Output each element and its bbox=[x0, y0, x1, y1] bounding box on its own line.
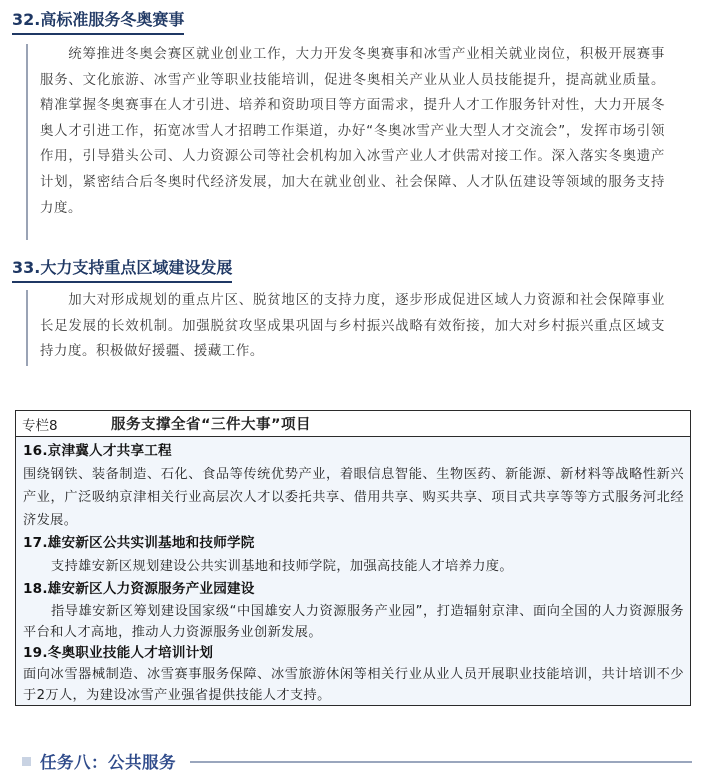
task-heading bbox=[22, 748, 692, 774]
paragraph-rule bbox=[26, 290, 28, 366]
section-33-paragraph bbox=[40, 288, 665, 368]
section-32-heading bbox=[12, 7, 184, 32]
item-text: 支持雄安新区规划建设公共实训基地和技师学院，加强高技能人才培养力度。 bbox=[51, 559, 513, 574]
section-33-heading-text: 33.大力支持重点区域建设发展 bbox=[12, 258, 233, 277]
heading-underline bbox=[12, 33, 184, 35]
heading-underline bbox=[12, 281, 232, 283]
paragraph-rule bbox=[26, 44, 28, 240]
section-33-heading bbox=[12, 255, 232, 280]
panel-tag: 专栏8 bbox=[22, 417, 58, 434]
special-column-panel bbox=[15, 410, 691, 706]
section-32-paragraph bbox=[40, 42, 665, 242]
item-text: 围绕钢铁、装备制造、石化、食品等传统优势产业，着眼信息智能、生物医药、新能源、新材料等战略性新兴产业，广泛吸纳京津相关行业高层次人才以委托共享、借用共享、购买共享、项目式共享等等方式服务河北经济发展。 bbox=[23, 467, 684, 528]
section-32-text: 统筹推进冬奥会赛区就业创业工作，大力开发冬奥赛事和冰雪产业相关就业岗位，积极开展赛事服务、文化旅游、冰雪产业等职业技能培训，促进冬奥相关产业从业人员技能提升，提高就业质量。精准掌握冬奥赛事在人才引进、培养和资助项目等方面需求，提升人才工作服务针对性，大力开展冬奥人才引进工作，拓宽冰雪人才招聘工作渠道，办好“冬奥冰雪产业大型人才交流会”，发挥市场引领作用，引导猎头公司、人力资源公司等社会机构加入冰雪产业人才供需对接工作。深入落实冬奥遗产计划，紧密结合后冬奥时代经济发展，加大在就业创业、社会保障、人才队伍建设等领域的服务支持力度。 bbox=[40, 47, 665, 216]
panel-header bbox=[16, 411, 690, 437]
panel-title: 服务支撑全省“三件大事”项目 bbox=[111, 417, 312, 433]
panel-body bbox=[16, 437, 690, 706]
task-divider bbox=[190, 761, 692, 763]
item-text: 指导雄安新区筹划建设国家级“中国雄安人力资源服务产业园”，打造辐射京津、面向全国的人力资源服务平台和人才高地，推动人力资源服务业创新发展。 bbox=[23, 604, 684, 640]
item-title: 19.冬奥职业技能人才培训计划 bbox=[23, 645, 214, 661]
item-title: 17.雄安新区公共实训基地和技师学院 bbox=[23, 535, 255, 551]
section-32-heading-text: 32.高标准服务冬奥赛事 bbox=[12, 10, 185, 29]
item-text: 面向冰雪器械制造、冰雪赛事服务保障、冰雪旅游休闲等相关行业从业人员开展职业技能培训，共计培训不少于2万人，为建设冰雪产业强省提供技能人才支持。 bbox=[23, 667, 684, 703]
task-label: 任务八：公共服务 bbox=[40, 753, 176, 772]
square-bullet-icon bbox=[22, 757, 31, 766]
item-title: 18.雄安新区人力资源服务产业园建设 bbox=[23, 581, 255, 597]
item-title: 16.京津冀人才共享工程 bbox=[23, 443, 172, 459]
section-33-text: 加大对形成规划的重点片区、脱贫地区的支持力度，逐步形成促进区域人力资源和社会保障事业长足发展的长效机制。加强脱贫攻坚成果巩固与乡村振兴战略有效衔接，加大对乡村振兴重点区域支持力度。积极做好援疆、援藏工作。 bbox=[40, 293, 665, 360]
